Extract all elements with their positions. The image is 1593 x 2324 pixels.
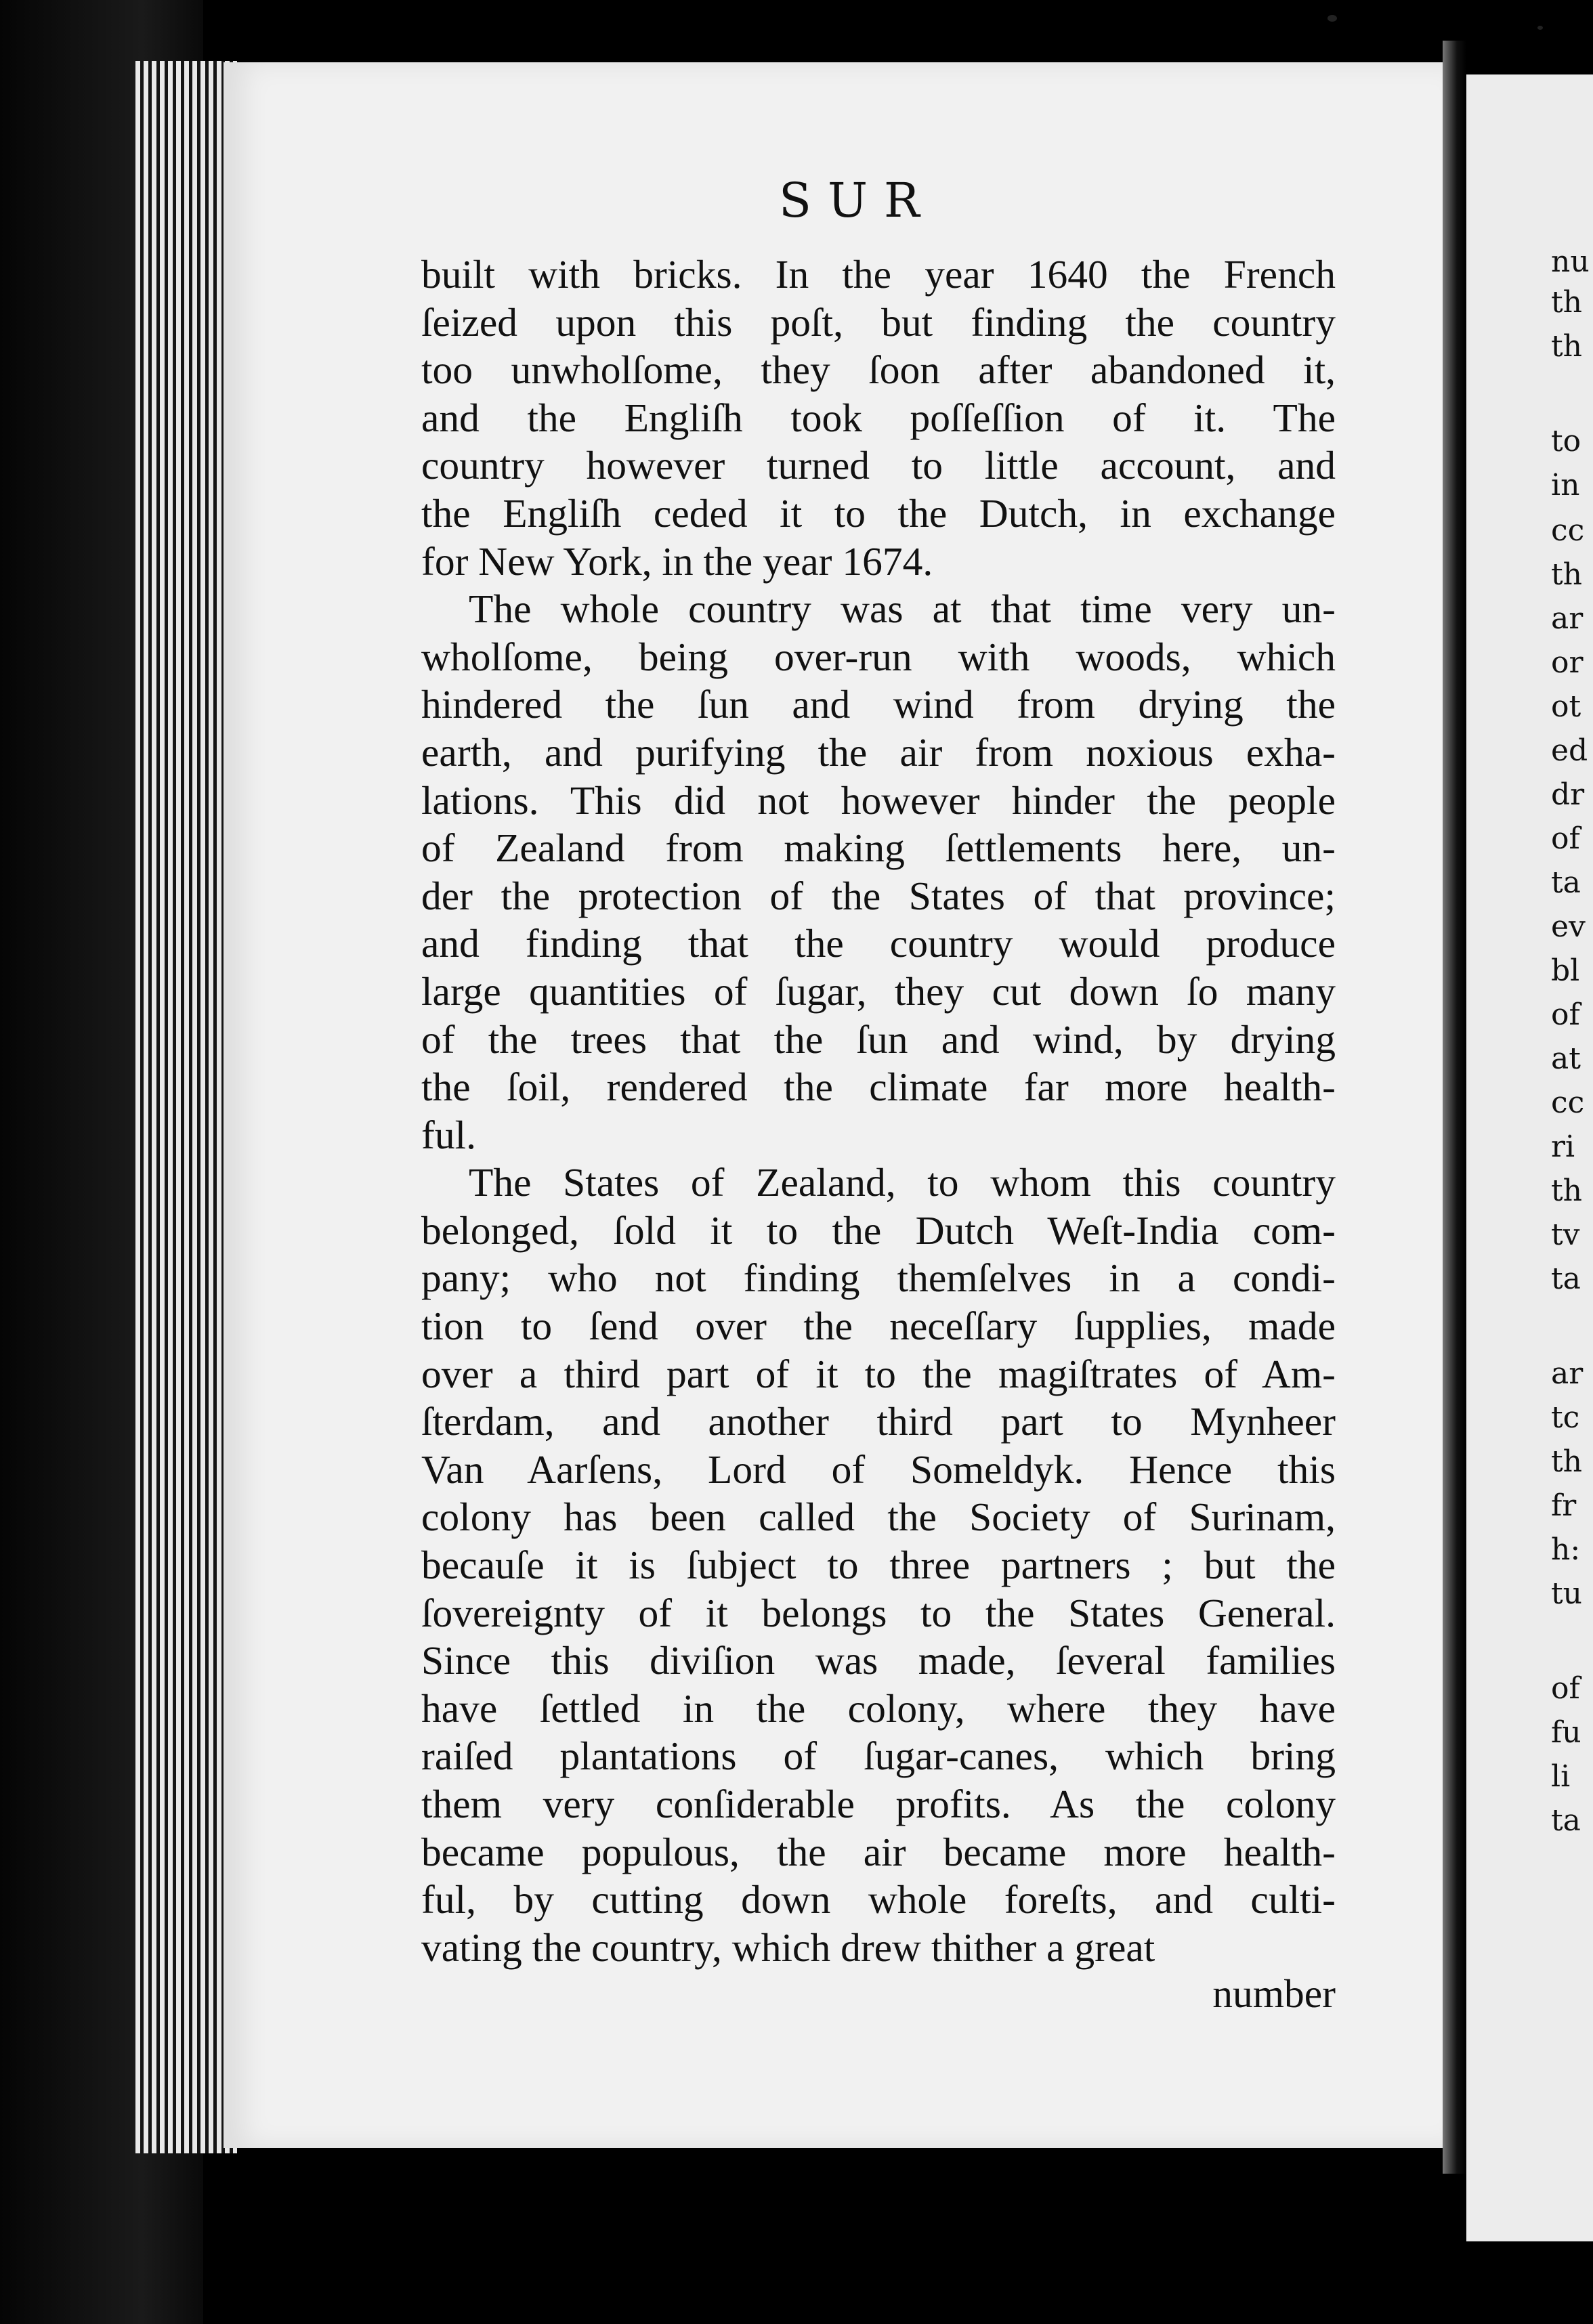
facing-text-fragment: of [1551, 997, 1580, 1032]
text-line: have ſettled in the colony, where they have [421, 1685, 1336, 1731]
scan-specks [1321, 7, 1592, 61]
text-line: ful. [421, 1112, 476, 1157]
facing-text-fragment: li [1551, 1759, 1571, 1794]
facing-text-fragment: ta [1551, 1803, 1581, 1838]
paragraph [421, 585, 1336, 1159]
text-line: wholſome, being over-run with woods, which [421, 634, 1336, 679]
facing-text-fragment: tu [1551, 1576, 1583, 1611]
text-line: ſterdam, and another third part to Mynheer [421, 1399, 1336, 1444]
text-line: The States of Zealand, to whom this country [469, 1160, 1336, 1205]
text-line: earth, and purifying the air from noxious exha- [421, 729, 1336, 775]
text-line: pany; who not finding themſelves in a condi- [421, 1255, 1336, 1301]
text-line: The whole country was at that time very un- [469, 586, 1336, 632]
text-line: for New York, in the year 1674. [421, 538, 933, 584]
paragraph [421, 251, 1336, 585]
facing-text-fragment: ev [1551, 909, 1586, 944]
facing-text-fragment: dr [1551, 777, 1585, 812]
facing-text-fragment: tv [1551, 1218, 1580, 1252]
text-line: hindered the ſun and wind from drying the [421, 682, 1336, 727]
facing-text-fragment: h: [1551, 1532, 1581, 1567]
facing-text-fragment: at [1551, 1041, 1581, 1076]
text-line: country however turned to little account, and [421, 443, 1336, 488]
text-line: and finding that the country would produce [421, 921, 1336, 966]
facing-text-fragment: cc [1551, 1085, 1585, 1120]
facing-text-fragment: to [1551, 424, 1581, 458]
running-head: SUR [779, 173, 936, 228]
facing-text-fragment: nu [1551, 244, 1590, 279]
facing-text-fragment: of [1551, 1671, 1580, 1706]
facing-text-fragment: ed [1551, 733, 1588, 768]
facing-text-fragment: or [1551, 645, 1584, 680]
body-text [421, 251, 1336, 1971]
text-line: ful, by cutting down whole foreſts, and culti- [421, 1877, 1336, 1922]
text-line: of the trees that the ſun and wind, by drying [421, 1016, 1336, 1062]
text-line: belonged, ſold it to the Dutch Weſt-India com- [421, 1207, 1336, 1253]
gutter-shadow [1443, 41, 1466, 2174]
facing-text-fragment: ta [1551, 1262, 1581, 1296]
text-line: ſeized upon this poſt, but finding the country [421, 299, 1336, 345]
facing-text-fragment: ar [1551, 1356, 1584, 1391]
facing-text-fragment: th [1551, 557, 1583, 592]
facing-text-fragment: in [1551, 468, 1580, 502]
text-line: them very conſiderable profits. As the colony [421, 1782, 1336, 1826]
facing-text-fragment: th [1551, 1174, 1583, 1208]
text-line: raiſed plantations of ſugar-canes, which bring [421, 1734, 1336, 1779]
facing-text-fragment: th [1551, 1444, 1583, 1479]
facing-text-fragment: fu [1551, 1715, 1581, 1750]
text-line: tion to ſend over the neceſſary ſupplies, made [421, 1304, 1336, 1349]
text-line: large quantities of ſugar, they cut down ſo many [421, 968, 1336, 1014]
text-line: the Engliſh ceded it to the Dutch, in exchange [421, 490, 1336, 536]
facing-text-fragment: cc [1551, 513, 1585, 548]
facing-text-fragment: ot [1551, 689, 1581, 724]
text-line: became populous, the air became more health- [421, 1829, 1336, 1874]
facing-text-fragment: bl [1551, 953, 1580, 988]
facing-text-fragment: tc [1551, 1400, 1580, 1435]
text-line: the ſoil, rendered the climate far more health- [421, 1064, 1336, 1110]
facing-text-fragment: th [1551, 329, 1583, 364]
facing-text-fragment: fr [1551, 1488, 1577, 1523]
text-line: and the Engliſh took poſſeſſion of it. The [421, 395, 1336, 440]
text-line: of Zealand from making ſettlements here, un- [421, 825, 1336, 871]
text-line: der the protection of the States of that province; [421, 873, 1336, 918]
stacked-page-edges [135, 61, 237, 2153]
text-line: colony has been called the Society of Surinam, [421, 1494, 1336, 1540]
facing-text-fragment: ri [1551, 1129, 1575, 1164]
text-line: becauſe it is ſubject to three partners ; but the [421, 1543, 1336, 1588]
text-line: built with bricks. In the year 1640 the French [421, 252, 1336, 297]
text-line: Van Aarſens, Lord of Someldyk. Hence this [421, 1446, 1336, 1492]
facing-text-fragment: ta [1551, 865, 1581, 900]
dust-speck [1537, 26, 1543, 30]
text-line: ſovereignty of it belongs to the States General. [421, 1590, 1336, 1635]
dust-speck [1328, 15, 1337, 22]
text-line: vating the country, which drew thither a great [421, 1924, 1155, 1970]
paragraph [421, 1159, 1336, 1971]
catchword: number [1212, 1971, 1336, 2016]
text-line: lations. This did not however hinder the people [421, 777, 1336, 823]
facing-text-fragment: of [1551, 821, 1580, 856]
text-line: Since this diviſion was made, ſeveral families [421, 1638, 1336, 1683]
facing-text-fragment: th [1551, 285, 1583, 320]
text-line: over a third part of it to the magiſtrates of Am- [421, 1351, 1336, 1396]
facing-text-fragment: ar [1551, 601, 1584, 636]
text-line: too unwholſome, they ſoon after abandoned it, [421, 347, 1336, 393]
